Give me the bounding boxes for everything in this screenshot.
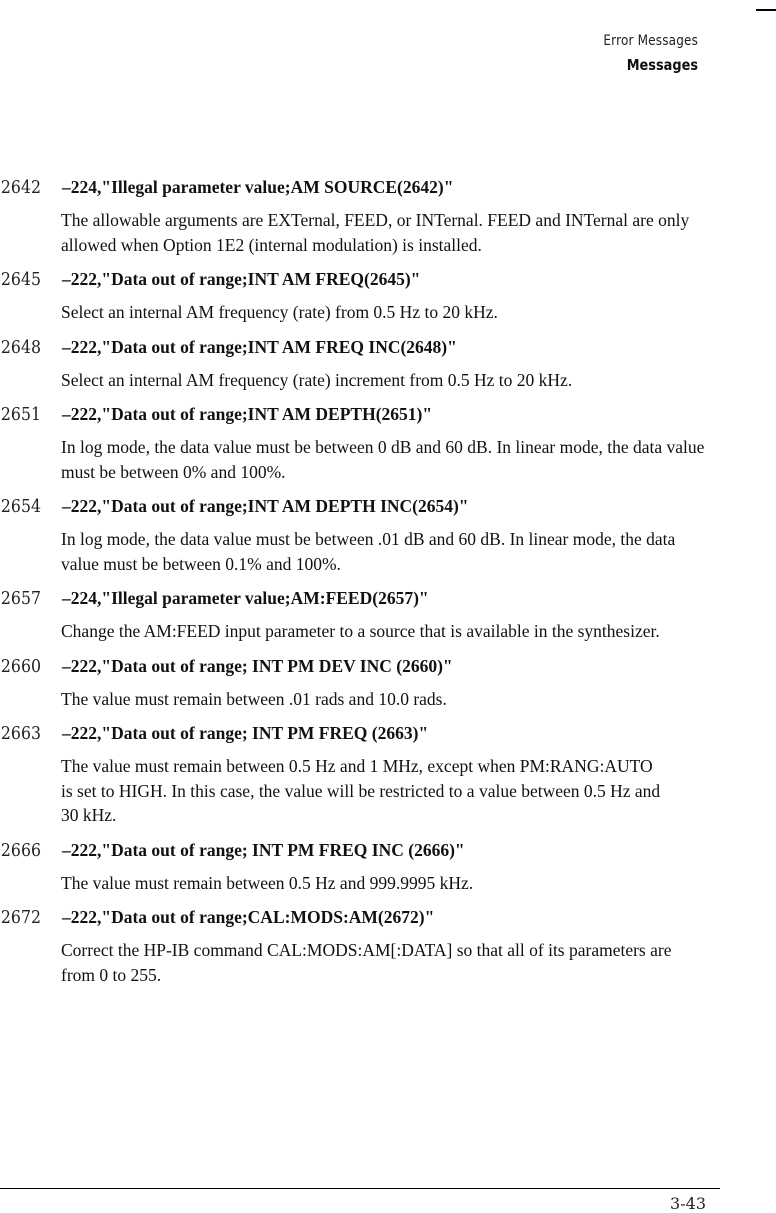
error-number: 2663 <box>0 724 41 744</box>
error-entry-2645 <box>0 266 720 325</box>
error-message: –222,"Data out of range;INT AM FREQ(2645)" <box>62 269 421 289</box>
error-number: 2654 <box>0 497 41 517</box>
error-message: –222,"Data out of range;CAL:MODS:AM(2672)" <box>62 907 435 927</box>
error-entry-2657 <box>0 585 720 644</box>
chapter-title: Messages <box>626 56 698 74</box>
error-number: 2672 <box>0 908 41 928</box>
error-description: The allowable arguments are EXTernal, FEED, or INTernal. FEED and INTernal are only allowed when Option 1E2 (internal modulation) is installed. <box>61 210 690 255</box>
error-entry-2651 <box>0 401 720 484</box>
error-entry-2642 <box>0 174 720 257</box>
error-message: –222,"Data out of range; INT PM FREQ (2663)" <box>62 723 429 743</box>
error-description: The value must remain between 0.5 Hz and 1 MHz, except when PM:RANG:AUTO is set to HIGH. In this case, the value will be restricted to a value between 0.5 Hz and 30 kHz. <box>61 756 661 825</box>
corner-mark <box>756 9 776 11</box>
error-message: –222,"Data out of range;INT AM FREQ INC(2648)" <box>62 336 457 357</box>
error-description: In log mode, the data value must be between .01 dB and 60 dB. In linear mode, the data value must be between 0.1% and 100%. <box>61 529 676 574</box>
error-entry-2654 <box>0 493 720 576</box>
error-description: Correct the HP-IB command CAL:MODS:AM[:DATA] so that all of its parameters are from 0 to 255. <box>61 940 672 985</box>
footer-rule <box>0 1188 720 1189</box>
error-entry-2660 <box>0 653 720 712</box>
error-message: –224,"Illegal parameter value;AM:FEED(2657)" <box>62 588 429 608</box>
error-number: 2645 <box>0 270 41 290</box>
error-description: Select an internal AM frequency (rate) increment from 0.5 Hz to 20 kHz. <box>61 369 573 390</box>
running-head <box>588 33 698 74</box>
error-message: –224,"Illegal parameter value;AM SOURCE(2642)" <box>62 177 454 197</box>
error-list <box>0 174 720 996</box>
error-entry-2663 <box>0 720 720 828</box>
error-message: –222,"Data out of range; INT PM FREQ INC (2666)" <box>62 839 465 860</box>
error-description: Change the AM:FEED input parameter to a source that is available in the synthesizer. <box>61 621 660 641</box>
error-description: The value must remain between 0.5 Hz and 999.9995 kHz. <box>61 872 474 893</box>
error-message: –222,"Data out of range; INT PM DEV INC (2660)" <box>62 655 453 676</box>
error-entry-2672 <box>0 904 720 987</box>
error-number: 2648 <box>0 337 41 358</box>
error-number: 2660 <box>0 656 41 677</box>
error-message: –222,"Data out of range;INT AM DEPTH(2651)" <box>62 404 433 424</box>
error-entry-2648 <box>0 334 720 393</box>
error-entry-2666 <box>0 837 720 896</box>
section-title: Error Messages <box>603 33 698 49</box>
error-description: The value must remain between .01 rads and 10.0 rads. <box>61 688 447 709</box>
error-description: In log mode, the data value must be between 0 dB and 60 dB. In linear mode, the data value must be between 0% and 100%. <box>61 437 705 482</box>
page-number: 3-43 <box>670 1194 706 1213</box>
error-message: –222,"Data out of range;INT AM DEPTH INC(2654)" <box>62 496 469 516</box>
error-number: 2651 <box>0 405 41 425</box>
error-number: 2657 <box>0 589 41 609</box>
error-number: 2642 <box>0 178 41 198</box>
error-number: 2666 <box>0 840 41 861</box>
error-description: Select an internal AM frequency (rate) from 0.5 Hz to 20 kHz. <box>61 302 498 322</box>
